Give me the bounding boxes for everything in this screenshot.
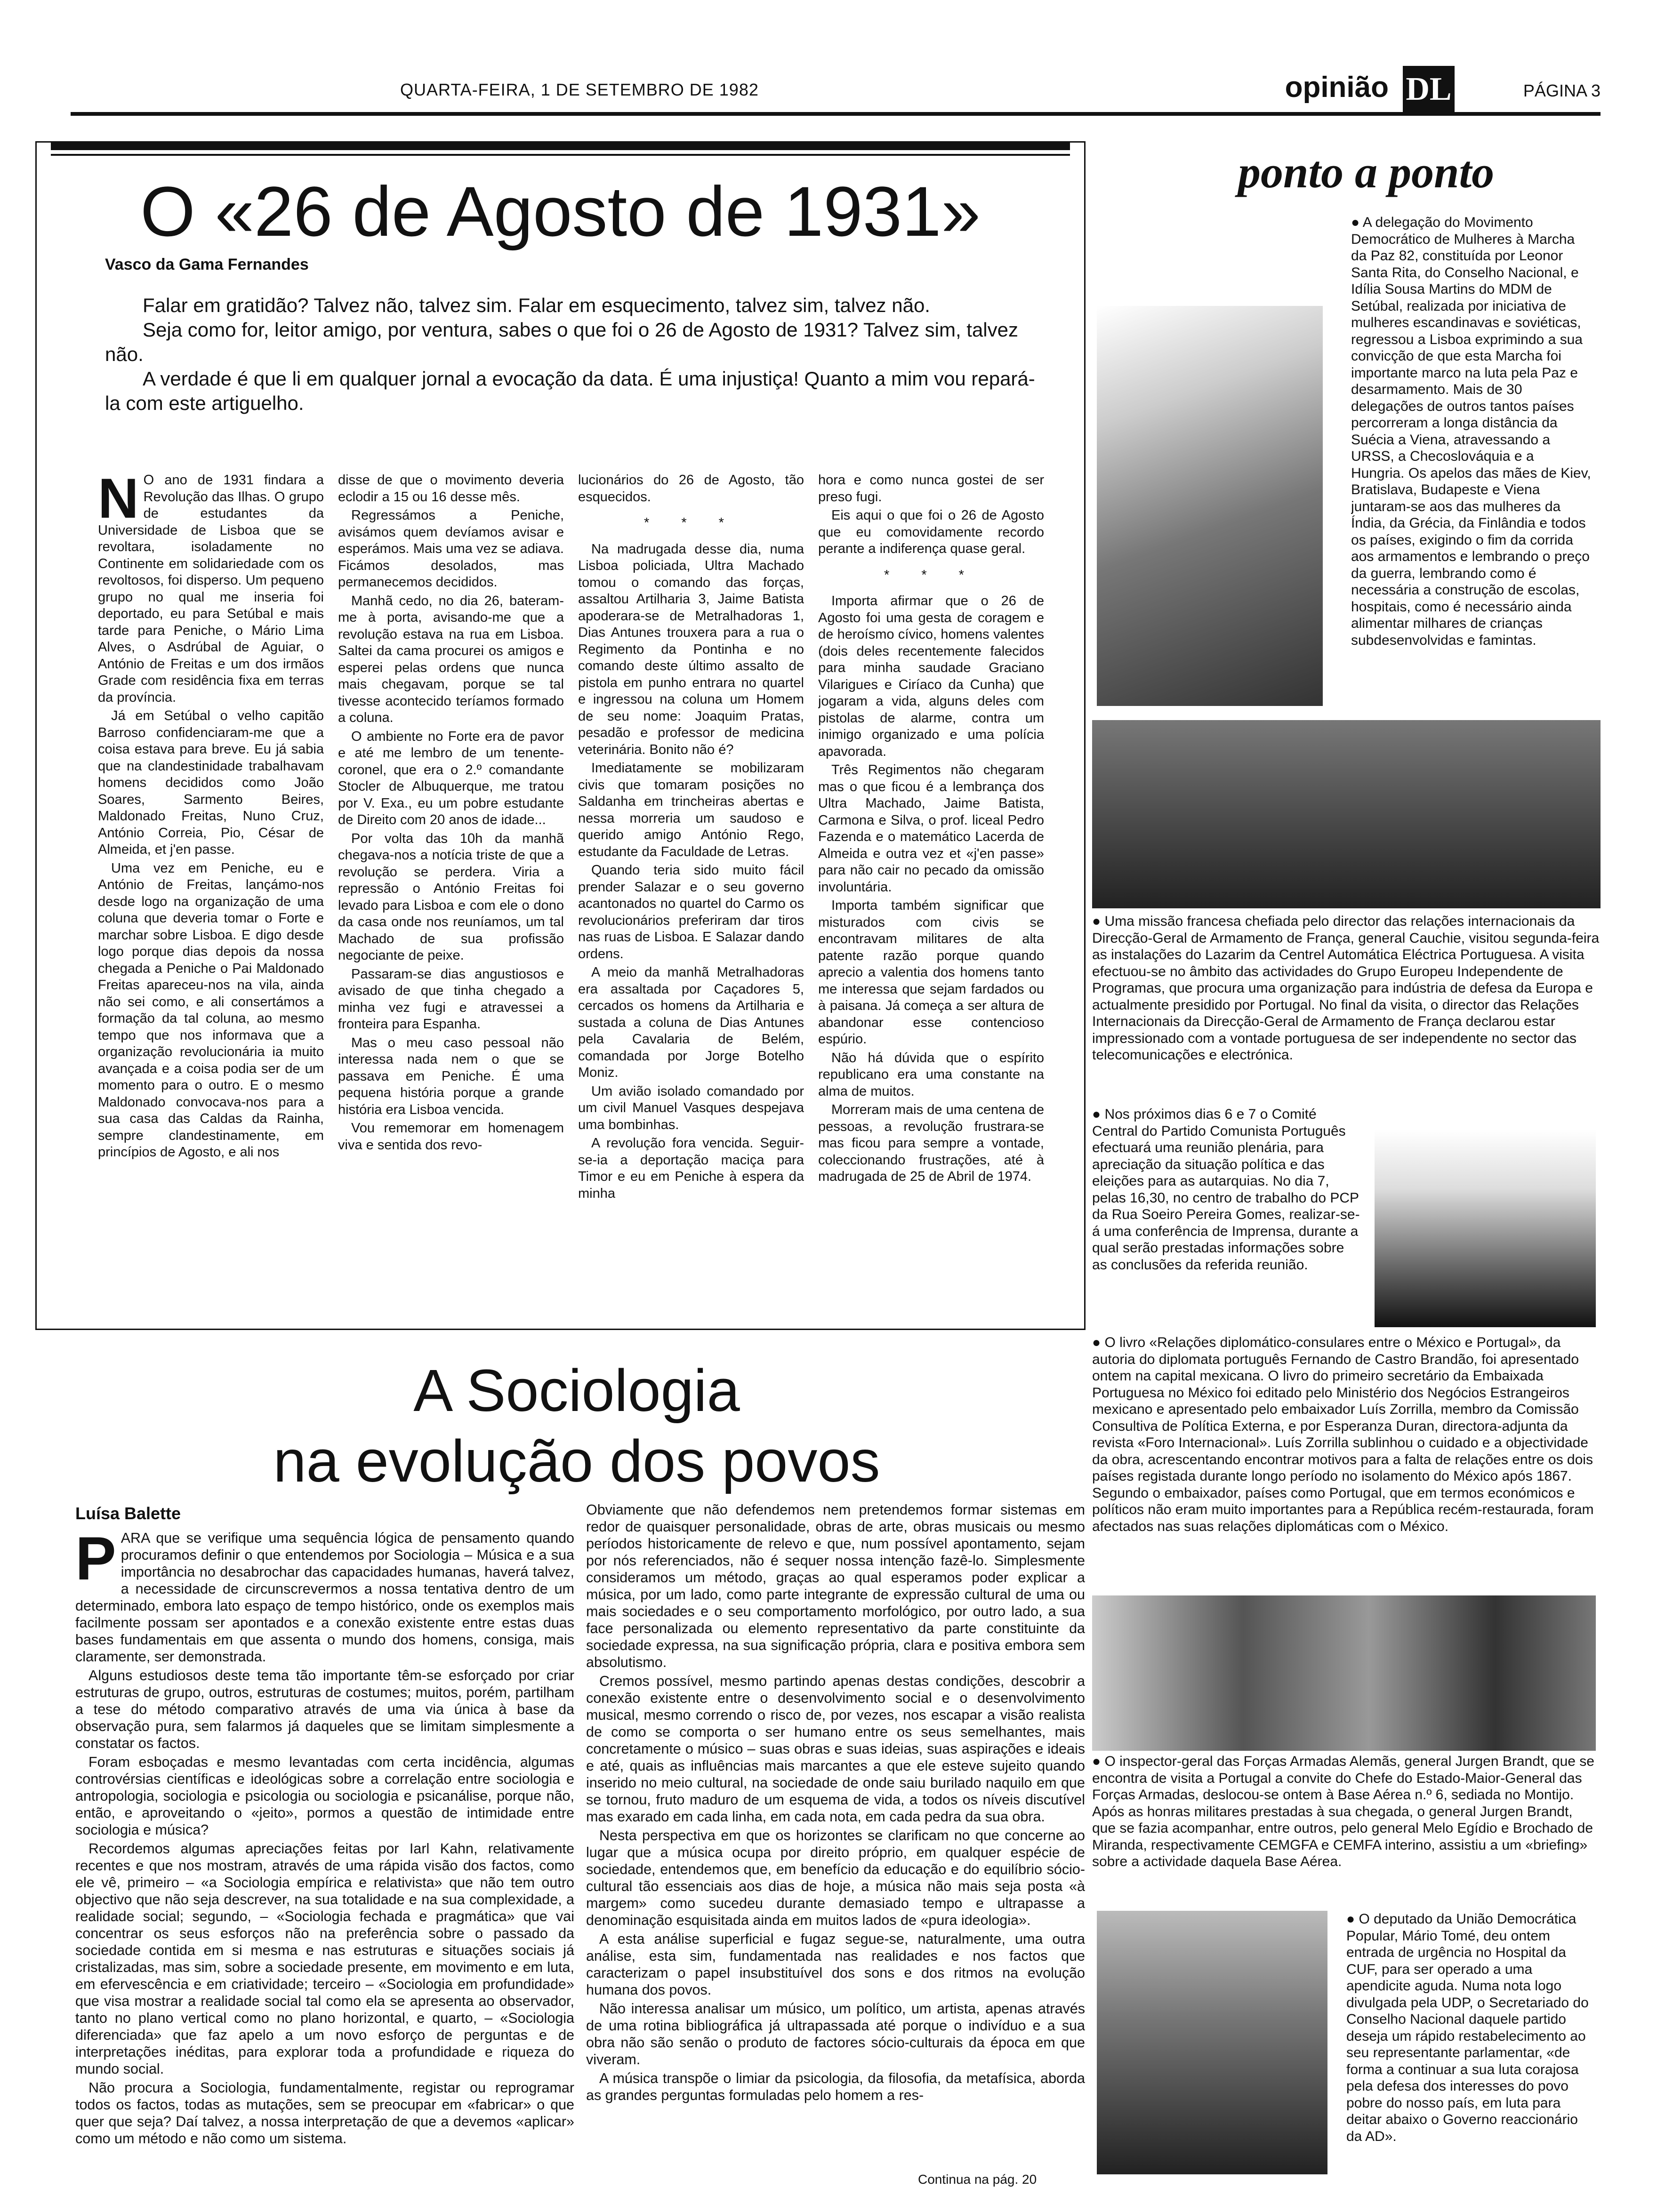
paragraph: Mas o meu caso pessoal não interessa nada nem o que se passava em Peniche. É uma pequena história porque a grande história era Lisboa vencida. (338, 1035, 564, 1117)
item-text: ● Uma missão francesa chefiada pelo director das relações internacionais da Direcção-Geral de Armamento de França, general Cauchie, visitou segunda-feira as instalações do Lazarim da Centrel Automática Eléctrica Portuguesa. A visita efectuou-se no âmbito das actividades do Grupo Europeu Independente de Programas, que procura uma organização para indústria de defesa da Europa e actualmente presidido por Portugal. No final da visita, o director das Relações Internacionais da Direcção-Geral de Armamento de França declarou estar impressionado com a vontade portuguesa de ser independente no sector das telecomunicações e electrónica. (1092, 914, 1600, 1063)
paragraph: Não procura a Sociologia, fundamentalmente, registar ou reprogramar todos os factos, todas as mutações, sem se preocupar em «fabricar» o que quer que seja? Daí talvez, a nossa interpretação de que a devemos «aplicar» como um método e não como um sistema. (75, 2080, 574, 2147)
article1-title: O «26 de Agosto de 1931» (140, 172, 981, 251)
military-photo (1092, 1595, 1596, 1751)
portrait-photo (1097, 1911, 1327, 2174)
article1-author: Vasco da Gama Fernandes (105, 256, 309, 273)
paragraph: Obviamente que não defendemos nem pretendemos formar sistemas em redor de quaisquer personalidade, obras de arte, obras musicais ou mesmo períodos historicamente de relevo e que, num possível apontamento, sejam por nós referenciados, não é sequer nossa intenção fazê-lo. Simplesmente consideramos um método, graças ao qual esperamos poder explicar a música, por um lado, como parte integrante de expressão cultural de uma ou mais sociedades e o seu comportamento morfológico, por outro lado, a sua face personalizada ou elemento representativo da parte constituinte da sociedade expressa, na sua significação própria, clara e positiva embora sem absolutismo. (586, 1502, 1085, 1670)
lead-paragraph-2b: A verdade é que li em qualquer jornal a evocação da data. É uma injustiça! Quanto a mim vou repará-la com este artiguelho. (105, 368, 1035, 414)
paragraph: hora e como nunca gostei de ser preso fugi. (818, 473, 1044, 505)
paragraph: Importa também significar que misturados com civis se encontravam militares de alta patente razão porque quando aprecio a valentia dos homens tanto me interessa que sejam fardados ou à paisana. Já começa a ser altura de abandonar esse contencioso espúrio. (818, 898, 1044, 1047)
paragraph: O ambiente no Forte era de pavor e até me lembro de um tenente-coronel, que era o 2.º comandante Stocler de Albuquerque, me tratou por V. Exa., eu um pobre estudante de Direito com 20 anos de idade... (338, 729, 564, 827)
paragraph: A esta análise superficial e fugaz segue-se, naturalmente, uma outra análise, esta sim, fundamentada nas realidades e nos factos que caracterizam o papel insubstituível dos sons e dos ritmos na evolução humana dos povos. (586, 1931, 1085, 1998)
factory-photo (1092, 720, 1601, 908)
paragraph: Vou rememorar em homenagem viva e sentida dos revo- (338, 1121, 564, 1153)
paragraph: Não há dúvida que o espírito republicano era uma constante na alma de muitos. (818, 1050, 1044, 1099)
paragraph: Morreram mais de uma centena de pessoas, a revolução frustrara-se mas ficou para sempre a vontade, coleccionando frustrações, até à madrugada de 25 de Abril de 1974. (818, 1102, 1044, 1184)
sidebar-item-2 (1092, 913, 1601, 1101)
paragraph: Manhã cedo, no dia 26, bateram-me à porta, avisando-me que a revolução estava na rua em Lisboa. Saltei da cama procurei os amigos e esperei pelas ordens que nunca mais chegavam, porque se tal tivesse acontecido teríamos formado a coluna. (338, 593, 564, 725)
page-header (71, 71, 1601, 108)
sidebar-item-5 (1092, 1753, 1596, 1904)
continued-note: Continua na pág. 20 (918, 2172, 1037, 2187)
article1-dropcap: N (98, 472, 139, 530)
meeting-photo (1375, 1130, 1596, 1327)
article2-dropcap: P (75, 1530, 116, 1593)
section-break: * * * (644, 515, 738, 530)
item-text: ● Nos próximos dias 6 e 7 o Comité Central do Partido Comunista Português efectuará uma reunião plenária, para apreciação da situação política e das eleições para as autarquias. No dia 7, pelas 16,30, no centro de trabalho do PCP da Rua Soeiro Pereira Gomes, realizar-se-á uma conferência de Imprensa, durante a qual serão prestadas informações sobre as conclusões da referida reunião. (1092, 1106, 1360, 1273)
section-break: * * * (884, 567, 978, 583)
paragraph: Uma vez em Peniche, eu e António de Freitas, lançámo-nos desde logo na organização de uma coluna que deveria tomar o Forte e marchar sobre Lisboa. E digo desde logo porque dias depois da nossa chegada a Peniche o Pai Maldonado Freitas apareceu-nos na vila, ainda não sei como, e ali consertámos a formação da tal coluna, ao mesmo tempo que nos informava que a organização revolucionária ia muito avançada e a coisa podia ser de um momento para o outro. E o mesmo Maldonado convocava-nos para a sua casa das Caldas da Rainha, sempre clandestinamente, em princípios de Agosto, e ali nos (98, 860, 324, 1160)
paragraph: A música transpõe o limiar da psicologia, da filosofia, da metafísica, aborda as grandes perguntas formuladas pelo homem a res- (586, 2070, 1085, 2103)
paragraph: Cremos possível, mesmo partindo apenas destas condições, descobrir a conexão existente entre o desenvolvimento social e o desenvolvimento musical, mesmo correndo o risco de, por vezes, nos escapar a visão realista de como se comporta o ser humano entre os seus semelhantes, mais concretamente o músico – suas obras e suas ideias, suas aspirações e ideais e até, quais as influências mais marcantes a que ele esteve sujeito quando inserido no meio cultural, na sociedade de onde saiu burilado naquilo em que se tornou, fruto maduro de um esquema de vida, a todos os níveis discutível mas exarado em cada linha, em cada nota, em cada pedra da sua obra. (586, 1673, 1085, 1825)
paragraph: O ano de 1931 findara a Revolução das Ilhas. O grupo de estudantes da Universidade de Lisboa que se revoltara, isoladamente no Continente em solidariedade com os revoltosos, foi disperso. Um pequeno grupo no qual me inseria foi deportado, eu para Setúbal e mais tarde para Peniche, o Mário Lima Alves, o Asdrúbal de Aguiar, o António de Freitas e um dos irmãos Grade com residência fixa em terras da província. (98, 473, 324, 705)
paragraph: A revolução fora vencida. Seguir-se-ia a deportação maciça para Timor e eu em Peniche à espera da minha (578, 1136, 804, 1201)
sidebar-item-3 (1092, 1106, 1360, 1327)
article1-lead (105, 293, 1046, 416)
article2-title (71, 1355, 1083, 1497)
paragraph: disse de que o movimento deveria eclodir a 15 ou 16 desse mês. (338, 473, 564, 505)
child-photo (1097, 306, 1323, 706)
paragraph: Não interessa analisar um músico, um político, um artista, apenas através de uma rotina bibliográfica já ultrapassada até porque o indivíduo e a sua obra não são senão o produto de factores sócio-culturais da época em que viveram. (586, 2001, 1085, 2068)
paragraph: Por volta das 10h da manhã chegava-nos a notícia triste de que a revolução se perdera. Viria a repressão o António Freitas foi levado para Lisboa e com ele o dono da casa onde nos reuníamos, um tal Machado de sua profissão negociante de peixe. (338, 831, 564, 963)
item-text: ● O inspector-geral das Forças Armadas Alemãs, general Jurgen Brandt, que se encontra de visita a Portugal a convite do Chefe do Estado-Maior-General das Forças Armadas, deslocou-se ontem à Base Aérea n.º 6, sediada no Montijo. Após as honras militares prestadas à sua chegada, o general Jurgen Brandt, que se fazia acompanhar, entre outros, pelo general Melo Egídio e Brochado de Miranda, respectivamente CEMGFA e CEMFA interino, assistiu a um «briefing» sobre a actividade daquela Base Aérea. (1092, 1754, 1594, 1869)
paragraph: Importa afirmar que o 26 de Agosto foi uma gesta de coragem e de heroísmo cívico, homens valentes (dois deles recentemente falecidos para minha saudade Graciano Vilarigues e Ciríaco da Cunha) que jogaram a vida, alguns deles com pistolas de alarme, contra um inimigo organizado e uma polícia apavorada. (818, 593, 1044, 759)
paragraph: Na madrugada desse dia, numa Lisboa policiada, Ultra Machado tomou o comando das forças, assaltou Artilharia 3, Jaime Batista apoderara-se de Metralhadoras 1, Dias Antunes trouxera para a rua o Regimento da Pontinha e no comando deste último assalto de pistola em punho entrara no quartel e ingressou na coluna um Homem de seu nome: Joaquim Pratas, pesadão e professor de medicina veterinária. Bonito não é? (578, 541, 804, 757)
lead-paragraph-2: Seja como for, leitor amigo, por ventura, sabes o que foi o 26 de Agosto de 1931? Talvez sim, talvez não. (105, 319, 1018, 365)
article2-column-2 (586, 1501, 1085, 2165)
article2-title-line-2: na evolução dos povos (273, 1428, 880, 1494)
article1-column-3 (578, 472, 804, 1314)
sidebar-title: ponto a ponto (1238, 147, 1495, 197)
paragraph: Recordemos algumas apreciações feitas por Iarl Kahn, relativamente recentes e que nos mostram, através de uma rápida visão dos factos, como ele vê, primeiro – «a Sociologia empírica e relativista» que não tem outro objectivo que não seja descrever, na sua totalidade e na sua complexidade, a realidade social; segundo, – «Sociologia fechada e pragmática» que vai concentrar os seus esforços não na preferência sobre o passado da sociedade contida em si mesma e nas estruturas e situações sociais já cristalizadas, mas sim, sobre a sociedade presente, em movimento e em luta, em efervescência e em criatividade; terceiro – «Sociologia em profundidade» que visa mostrar a realidade social tal como ela se apresenta ao observador, tanto no plano vertical como no plano horizontal, e quarto, – «Sociologia diferenciada» que faz apelo a um novo esforço de perguntas e de interpretações inéditas, para explorar toda a profundidade e riqueza do mundo social. (75, 1841, 574, 2077)
logo-text: DL (1406, 71, 1452, 107)
sidebar-item-1 (1351, 214, 1591, 708)
paragraph: A meio da manhã Metralhadoras era assaltada por Caçadores 5, cercados os homens da Artilharia e sustada a coluna de Dias Antunes pela Cavalaria de Belém, comandada por Jorge Botelho Moniz. (578, 965, 804, 1080)
article1-top-rule (51, 143, 1070, 150)
article1-column-1 (98, 472, 324, 1314)
paragraph: Imediatamente se mobilizaram civis que tomaram posições no Saldanha em trincheiras abertas e nessa morreria um saudoso e querido amigo António Rego, estudante da Faculdade de Letras. (578, 761, 804, 859)
item-text: ● A delegação do Movimento Democrático de Mulheres à Marcha da Paz 82, constituída por Leonor Santa Rita, do Conselho Nacional, e Idília Sousa Martins do MDM de Setúbal, realizada por iniciativa de mulheres escandinavas e soviéticas, regressou a Lisboa exprimindo a sua convicção de que esta Marcha foi importante marco na luta pela Paz e desarmamento. Mais de 30 delegações de outros tantos países percorreram a longa distância da Suécia a Viena, atravessando a URSS, a Checoslováquia e a Hungria. Os apelos das mães de Kiev, Bratislava, Budapeste e Viena juntaram-se aos das mulheres da Índia, da Grécia, da Finlândia e todos os países, exigindo o fim da corrida aos armamentos e lembrando o preço da guerra, lembrando como é necessária a construção de escolas, hospitais, como é necessário ainda alimentar milhares de crianças subdesenvolvidas e famintas. (1351, 215, 1591, 648)
paragraph: Um avião isolado comandado por um civil Manuel Vasques despejava uma bombinhas. (578, 1083, 804, 1132)
article1-top-rule-thin (51, 154, 1070, 156)
paragraph: Três Regimentos não chegaram mas o que ficou é a lembrança dos Ultra Machado, Jaime Batista, Carmona e Silva, o prof. liceal Pedro Fazenda e o matemático Lacerda de Almeida e outra vez et «j'en passe» para não cair no pecado da omissão involuntária. (818, 762, 1044, 895)
article2-author: Luísa Balette (75, 1504, 181, 1523)
lead-paragraph-1: Falar em gratidão? Talvez não, talvez sim. Falar em esquecimento, talvez sim, talvez não. (143, 294, 930, 316)
paragraph: lucionários do 26 de Agosto, tão esquecidos. (578, 473, 804, 505)
paragraph: ARA que se verifique uma sequência lógica de pensamento quando procuramos definir o que entendemos por Sociologia – Música e a sua importância no desabrochar das capacidades humanas, haverá talvez, a necessidade de circunscrevermos a nossa tentativa dentro de um determinado, embora lato espaço de tempo histórico, onde os exemplos mais facilmente possam ser apontados e a conexão existente entre estas duas bases fundamentais em que assenta o mundo dos homens, consiga, mais claramente, ser demonstrada. (75, 1530, 574, 1665)
sidebar-item-4 (1092, 1334, 1596, 1598)
paragraph: Passaram-se dias angustiosos e avisado de que tinha chegado a minha vez fugi e atravessei a fronteira para Espanha. (338, 966, 564, 1032)
newspaper-logo (1403, 66, 1455, 113)
header-rule (71, 112, 1601, 116)
article1-column-2 (338, 472, 564, 1314)
article1-box (35, 141, 1086, 1330)
paragraph: Nesta perspectiva em que os horizontes se clarificam no que concerne ao lugar que a música ocupa por direito próprio, em qualquer espécie de sociedade, entendemos que, em benefício da educação e do equilíbrio sócio-cultural tão essenciais aos dias de hoje, a música não mais seja posta «à margem» como sucedeu durante demasiado tempo e ultrapasse a denominação esquisitada ainda em muitos lados de «pura ideologia». (586, 1827, 1085, 1928)
paragraph: Eis aqui o que foi o 26 de Agosto que eu comovidamente recordo perante a indiferença quase geral. (818, 508, 1044, 556)
header-page-number: PÁGINA 3 (1523, 81, 1601, 100)
paragraph: Regressámos a Peniche, avisámos quem devíamos avisar e esperámos. Mais uma vez se adiava. Ficámos desolados, mas permanecemos decididos. (338, 508, 564, 590)
header-section: opinião (1285, 71, 1389, 104)
item-text: ● O deputado da União Democrática Popular, Mário Tomé, deu ontem entrada de urgência no Hospital da CUF, para ser operado a uma apendicite aguda. Numa nota logo divulgada pela UDP, o Secretariado do Conselho Nacional daquele partido deseja um rápido restabelecimento ao seu representante parlamentar, «de forma a continuar a sua luta corajosa pela defesa dos interesses do povo pobre do nosso país, em luta para deitar abaixo o Governo reaccionário da AD». (1346, 1911, 1589, 2144)
article2-column-1 (75, 1530, 574, 2156)
article1-column-4 (818, 472, 1044, 1314)
paragraph: Alguns estudiosos deste tema tão importante têm-se esforçado por criar estruturas de grupo, outros, estruturas de costumes; muitos, porém, partilham a tese do método comparativo através de uma via única à base da observação pura, sem falarmos já daqueles que se limitam simplesmente a constatar os factos. (75, 1667, 574, 1751)
sidebar-item-6 (1346, 1911, 1591, 2179)
header-date: QUARTA-FEIRA, 1 DE SETEMBRO DE 1982 (400, 80, 759, 99)
article2-title-line-1: A Sociologia (413, 1357, 740, 1424)
paragraph: Foram esboçadas e mesmo levantadas com certa incidência, algumas controvérsias científicas e ideológicas sobre a correlação entre sociologia e antropologia, sociologia e psicologia ou sociologia e psicanálise, porque não, então, e aproveitando o «jeito», pormos a questão de intimidade entre sociologia e música? (75, 1754, 574, 1838)
paragraph: Quando teria sido muito fácil prender Salazar e o seu governo acantonados no quartel do Carmo os revolucionários preferiram dar tiros nas ruas de Lisboa. E Salazar dando ordens. (578, 863, 804, 962)
item-text: ● O livro «Relações diplomático-consulares entre o México e Portugal», da autoria do diplomata português Fernando de Castro Brandão, foi apresentado ontem na capital mexicana. O livro do primeiro secretário da Embaixada Portuguesa no México foi editado pelo Ministério dos Negócios Estrangeiros mexicano e apresentado pelo embaixador Luís Zorrilla, membro da Comissão Consultiva de Política Externa, e por Esperanza Duran, directora-adjunta da revista «Foro Internacional». Luís Zorrilla sublinhou o cuidado e a objectividade da obra, acrescentando encontrar motivos para a falta de relações entre os dois países registada durante longo período no isolamento do México após 1867. Segundo o embaixador, países como Portugal, que em termos económicos e políticos não eram muito importantes para a República recém-restaurada, foram afectados nas suas relações diplomáticas com o México. (1092, 1335, 1594, 1534)
paragraph: Já em Setúbal o velho capitão Barroso confidenciaram-me que a coisa estava para breve. Eu já sabia que na clandestinidade trabalhavam homens decididos como João Soares, Sarmento Beires, Maldonado Freitas, Nuno Cruz, António Correia, Pio, César de Almeida, et j'en passe. (98, 708, 324, 857)
